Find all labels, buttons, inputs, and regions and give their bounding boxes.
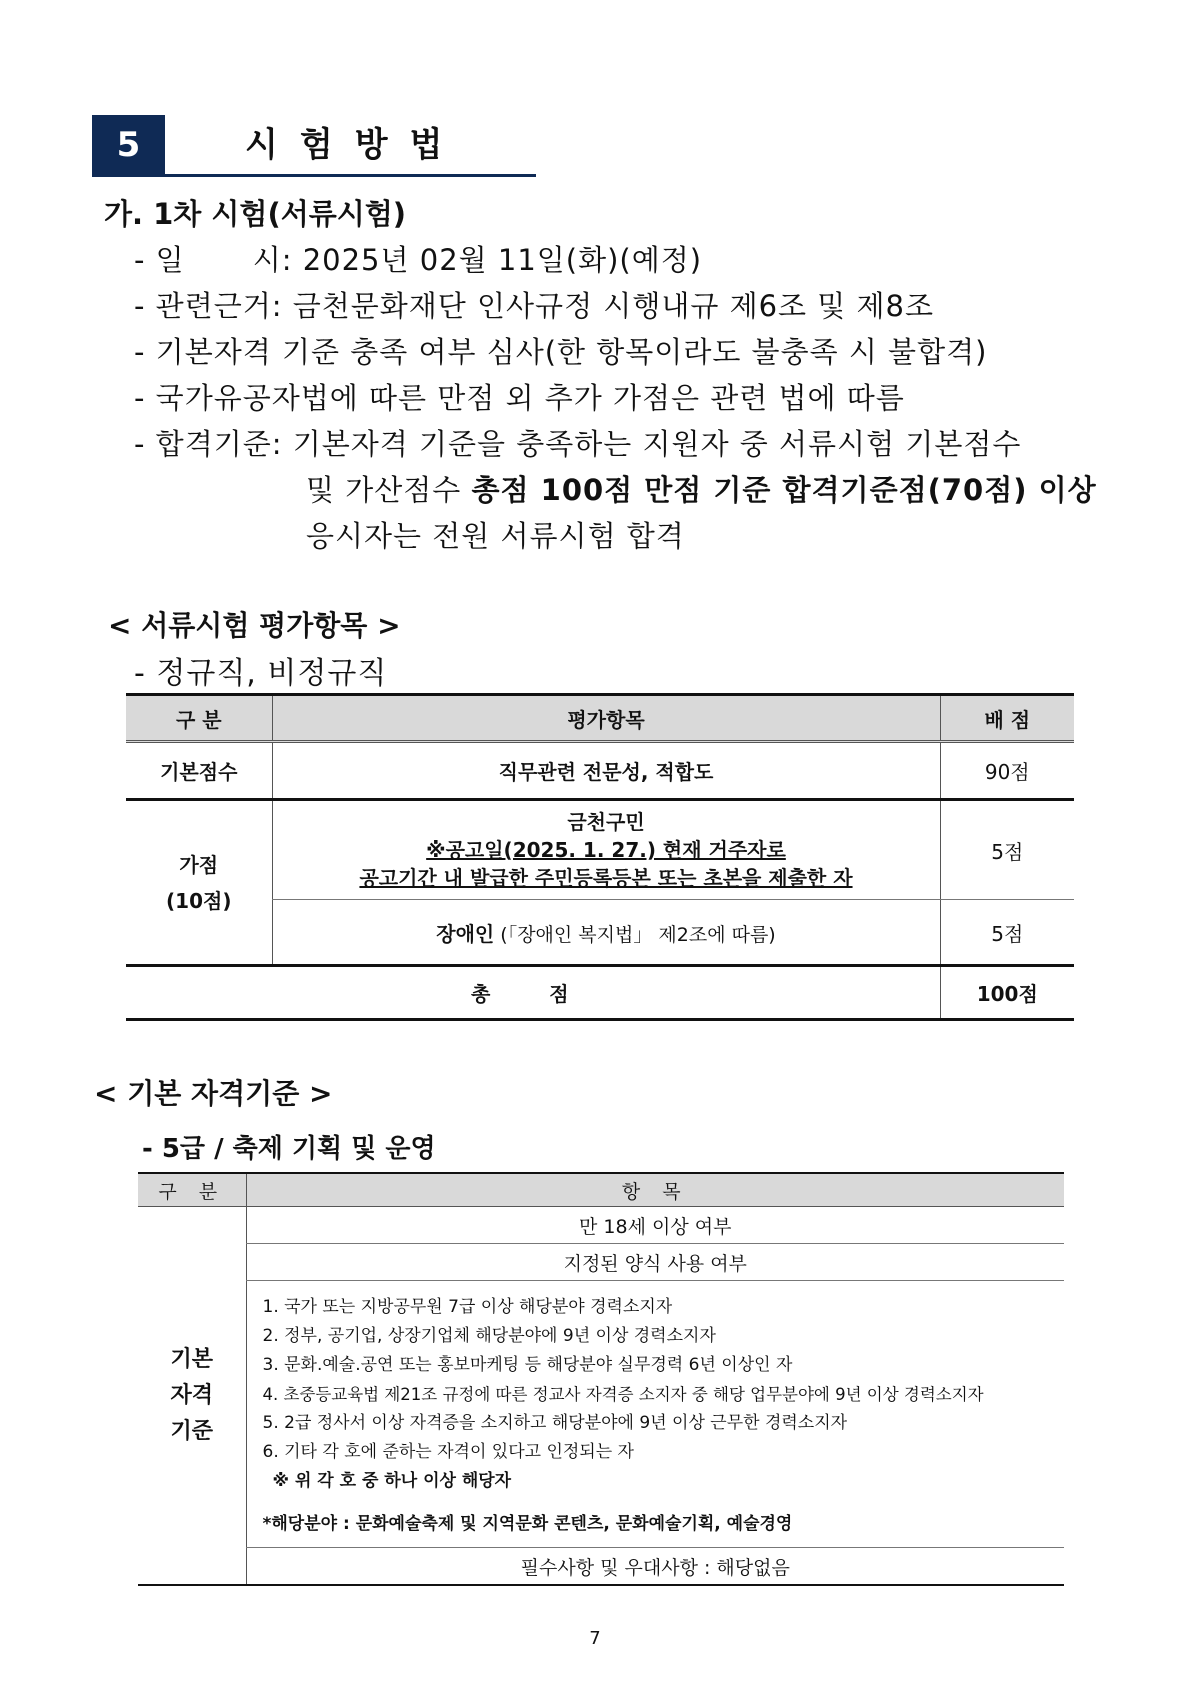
resident-title: 금천구민 [567,810,645,834]
qual-category-line1: 기본 [170,1346,213,1372]
eval-row-basic [126,742,1074,800]
eval-header-item: 평가항목 [272,695,940,742]
qual-category-line3: 기준 [170,1418,213,1444]
qual-header-category: 구 분 [138,1173,246,1207]
qual-category-line2: 자격 [170,1382,213,1408]
section-number: 5 [92,115,165,175]
section-title: 시험방법 [245,125,465,165]
qual-row-form [138,1244,1064,1281]
qual-subheading: - 5급 / 축제 기획 및 운영 [142,1134,436,1164]
part-a-heading: 가. 1차 시험(서류시험) [104,197,407,231]
resident-line2: 공고기간 내 발급한 주민등록등본 또는 초본을 제출한 자 [359,866,853,890]
pass-criteria-pre: 및 가산점수 [306,473,472,507]
veteran-line: - 국가유공자법에 따른 만점 외 추가 가점은 관련 법에 따름 [134,381,905,415]
qual-criteria [246,1281,1064,1548]
qual-form: 지정된 양식 사용 여부 [246,1244,1064,1281]
pass-criteria-bold: 총점 100점 만점 기준 합격기준점(70점) 이상 [471,473,1097,507]
criteria-item: 4. 초중등교육법 제21조 규정에 따른 정교사 자격증 소지자 중 해당 업무분야에 9년 이상 경력소지자 [262,1385,984,1404]
criteria-item: 2. 정부, 공기업, 상장기업체 해당분야에 9년 이상 경력소지자 [262,1326,716,1346]
section-underline [92,174,536,177]
eval-table [126,693,1074,1021]
eval-row-total [126,966,1074,1020]
resident-item [272,800,940,900]
bonus-category-sub: (10점) [166,888,232,913]
qual-required: 필수사항 및 우대사항 : 해당없음 [246,1548,1064,1586]
bonus-category [126,800,272,966]
qual-age: 만 18세 이상 여부 [246,1207,1064,1244]
criteria-item: 1. 국가 또는 지방공무원 7급 이상 해당분야 경력소지자 [262,1297,673,1317]
basic-score: 90점 [940,742,1074,800]
criteria-item: 6. 기타 각 호에 준하는 자격이 있다고 인정되는 자 [262,1442,634,1462]
qual-header-item: 항 목 [246,1173,1064,1207]
exam-date-value: 시: 2025년 02월 11일(화)(예정) [252,243,703,277]
eval-table-header [126,695,1074,742]
qual-heading: < 기본 자격기준 > [94,1077,333,1110]
qual-row-criteria [138,1281,1064,1548]
eval-header-score: 배 점 [940,695,1074,742]
criteria-note: ※ 위 각 호 중 하나 이상 해당자 [272,1471,512,1491]
basic-item: 직무관련 전문성, 적합도 [272,742,940,800]
disabled-detail: (「장애인 복지법」 제2조에 따름) [494,923,776,946]
bonus-category-label: 가점 [179,852,219,877]
exam-date-label: - 일 [134,243,185,277]
page-number: 7 [589,1628,601,1649]
eval-subheading: - 정규직, 비정규직 [134,656,388,691]
criteria-field: *해당분야 : 문화예술축제 및 지역문화 콘텐츠, 문화예술기획, 예술경영 [262,1514,793,1534]
resident-line1: ※공고일(2025. 1. 27.) 현재 거주자로 [426,838,786,862]
review-line: - 기본자격 기준 충족 여부 심사(한 항목이라도 불충족 시 불합격) [134,335,988,369]
qual-row-required [138,1548,1064,1586]
basic-category: 기본점수 [126,742,272,800]
criteria-item: 3. 문화.예술.공연 또는 홍보마케팅 등 해당분야 실무경력 6년 이상인 자 [262,1355,793,1375]
eval-heading: < 서류시험 평가항목 > [108,609,401,642]
basis-line: - 관련근거: 금천문화재단 인사규정 시행내규 제6조 및 제8조 [134,289,934,323]
eval-row-resident [126,800,1074,900]
section-header [92,115,536,177]
qual-table-header [138,1173,1064,1207]
qual-table [138,1172,1064,1586]
disabled-label: 장애인 [436,921,495,946]
total-label: 총 점 [126,966,940,1020]
qual-row-age [138,1207,1064,1244]
resident-score: 5점 [940,800,1074,900]
disabled-score: 5점 [940,900,1074,966]
pass-criteria-line3: 응시자는 전원 서류시험 합격 [306,519,685,553]
qual-category [138,1207,246,1586]
exam-date-line [134,238,702,279]
pass-criteria-line1: - 합격기준: 기본자격 기준을 충족하는 지원자 중 서류시험 기본점수 [134,427,1022,461]
disabled-item [272,900,940,966]
pass-criteria-line2 [306,468,1097,509]
criteria-item: 5. 2급 정사서 이상 자격증을 소지하고 해당분야에 9년 이상 근무한 경력소지자 [262,1413,848,1433]
eval-header-category: 구 분 [126,695,272,742]
total-score: 100점 [940,966,1074,1020]
